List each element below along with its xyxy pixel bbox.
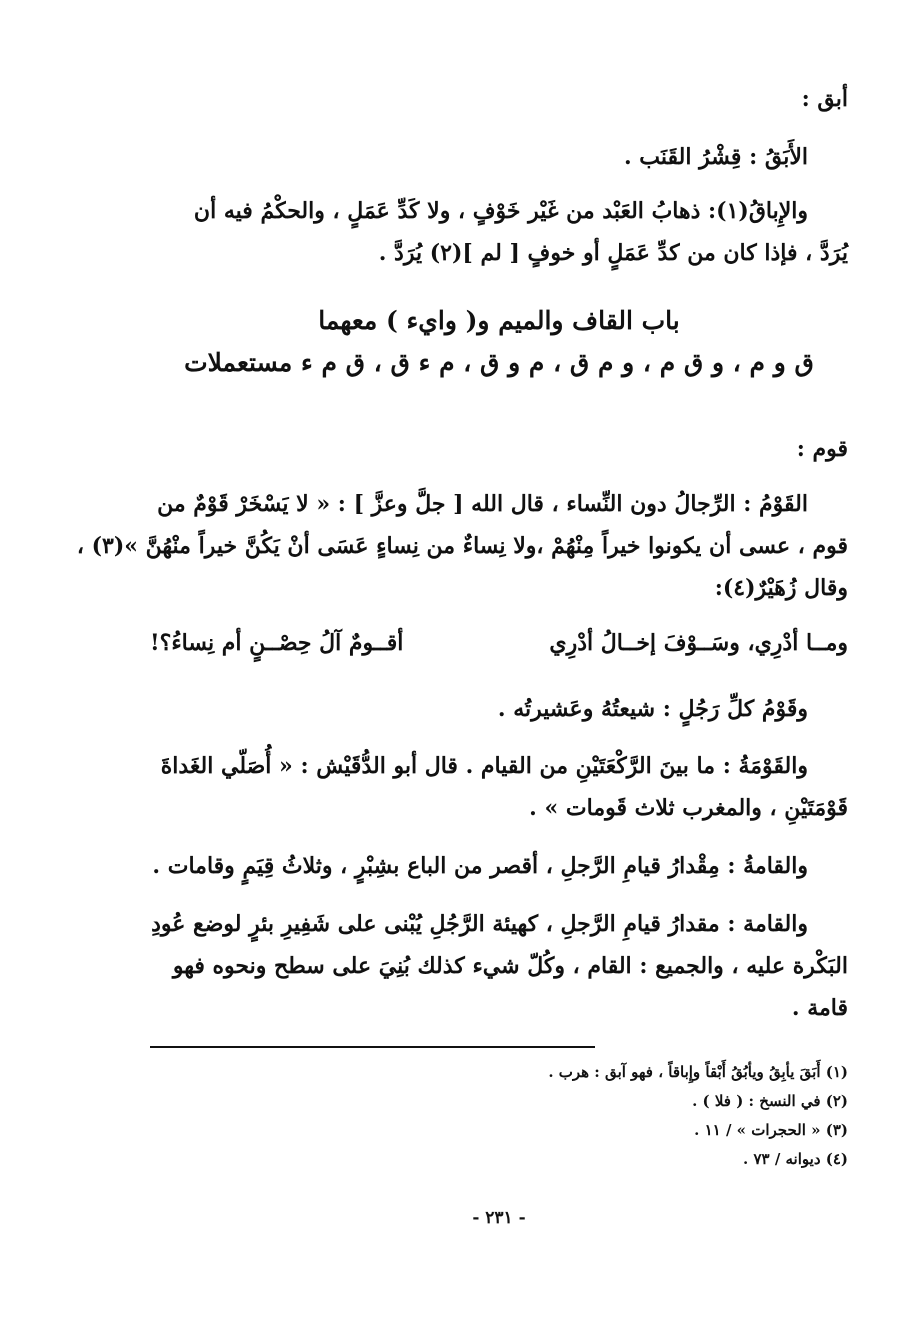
footnote: (١) أَبَقَ يأبِقُ ويأبُقُ أَبْقاً وإِباقاً ، فهو آبق : هرب . <box>548 1063 848 1081</box>
footnotes <box>150 1058 848 1174</box>
definition-qawma <box>150 745 848 829</box>
definition-qama-2 <box>150 903 848 1029</box>
chapter-title: باب القاف والميم و( وايء ) معهما <box>318 306 680 335</box>
definition-line: يُرَدَّ ، فإذا كان من كدِّ عَمَلٍ أو خوفٍ [ لم ](٢) يُرَدَّ . <box>378 240 848 266</box>
definition-line: البَكْرة عليه ، والجميع : القام ، وكُلّ شيء كذلك بُنِيَ على سطح ونحوه فهو <box>172 953 848 979</box>
definition-line: القَوْمُ : الرِّجالُ دون النِّساء ، قال الله [ جلَّ وعزَّ ] : « لا يَسْخَرْ قَوْمٌ من <box>157 491 808 517</box>
definition-ibaq <box>150 190 848 274</box>
chapter-subtitle: ق و م ، و ق م ، و م ق ، م و ق ، م ء ق ، ق م ء مستعملات <box>184 348 814 377</box>
footnote: (٣) « الحجرات » / ١١ . <box>694 1121 848 1139</box>
entry-heading-qawm: قوم : <box>796 436 848 462</box>
definition-qawm <box>76 483 848 609</box>
definition-line: والإِباقُ(١): ذهابُ العَبْد من غَيْر خَوْفٍ ، ولا كَدِّ عَمَلٍ ، والحكْمُ فيه أن <box>193 198 808 224</box>
verse-second-hemistich: أقــومٌ آلُ حِصْــنٍ أم نِساءُ؟! <box>150 630 404 656</box>
definition-line: الأَبَقُ : قِشْرُ القَنَب . <box>623 144 808 170</box>
definition-line: قَوْمَتَيْنِ ، والمغرب ثلاث قَومات » . <box>529 795 848 821</box>
definition-line: وقَوْمُ كلِّ رَجُلٍ : شيعتُهُ وعَشيرتُه . <box>497 696 808 722</box>
page-number: - ٢٣١ - <box>472 1208 526 1228</box>
footnote: (٤) ديوانه / ٧٣ . <box>743 1150 848 1168</box>
definition-line: والقَوْمَةُ : ما بينَ الرَّكْعَتَيْنِ من القيام . قال أبو الدُّقَيْش : « أُصَلّي الغَداةَ <box>160 753 808 779</box>
poetry-verse <box>150 630 848 656</box>
definition-line: قوم ، عسى أن يكونوا خيراً مِنْهُمْ ،ولا نِساءٌ من نِساءٍ عَسَى أنْ يَكُنَّ خيراً منْهُنَّ »(٣) ، <box>76 533 848 559</box>
definition-line: والقامة : مقدارُ قيامِ الرَّجلِ ، كهيئة الرَّجُلِ يُبْنى على شَفِيرِ بئرٍ لوضع عُودِ <box>151 911 808 937</box>
verse-first-hemistich: ومــا أدْرِي، وسَــوْفَ إخــالُ أدْرِي <box>549 630 848 656</box>
definition-line: وقال زُهَيْرٌ(٤): <box>714 575 848 601</box>
dictionary-page <box>76 0 848 1339</box>
definition-qama-1 <box>150 845 848 887</box>
definition-line: قامة . <box>791 995 848 1021</box>
footnote-separator <box>150 1046 595 1048</box>
definition-qawm-rajul <box>150 688 848 730</box>
definition-abaq <box>150 136 848 178</box>
footnote: (٢) في النسخ : ( فلا ) . <box>692 1092 848 1110</box>
entry-heading-abq: أبق : <box>801 86 848 112</box>
definition-line: والقامةُ : مِقْدارُ قيامِ الرَّجلِ ، أقصر من الباع بشِبْرٍ ، وثلاثُ قِيَمٍ وقامات . <box>152 853 808 879</box>
chapter-heading <box>150 300 848 384</box>
